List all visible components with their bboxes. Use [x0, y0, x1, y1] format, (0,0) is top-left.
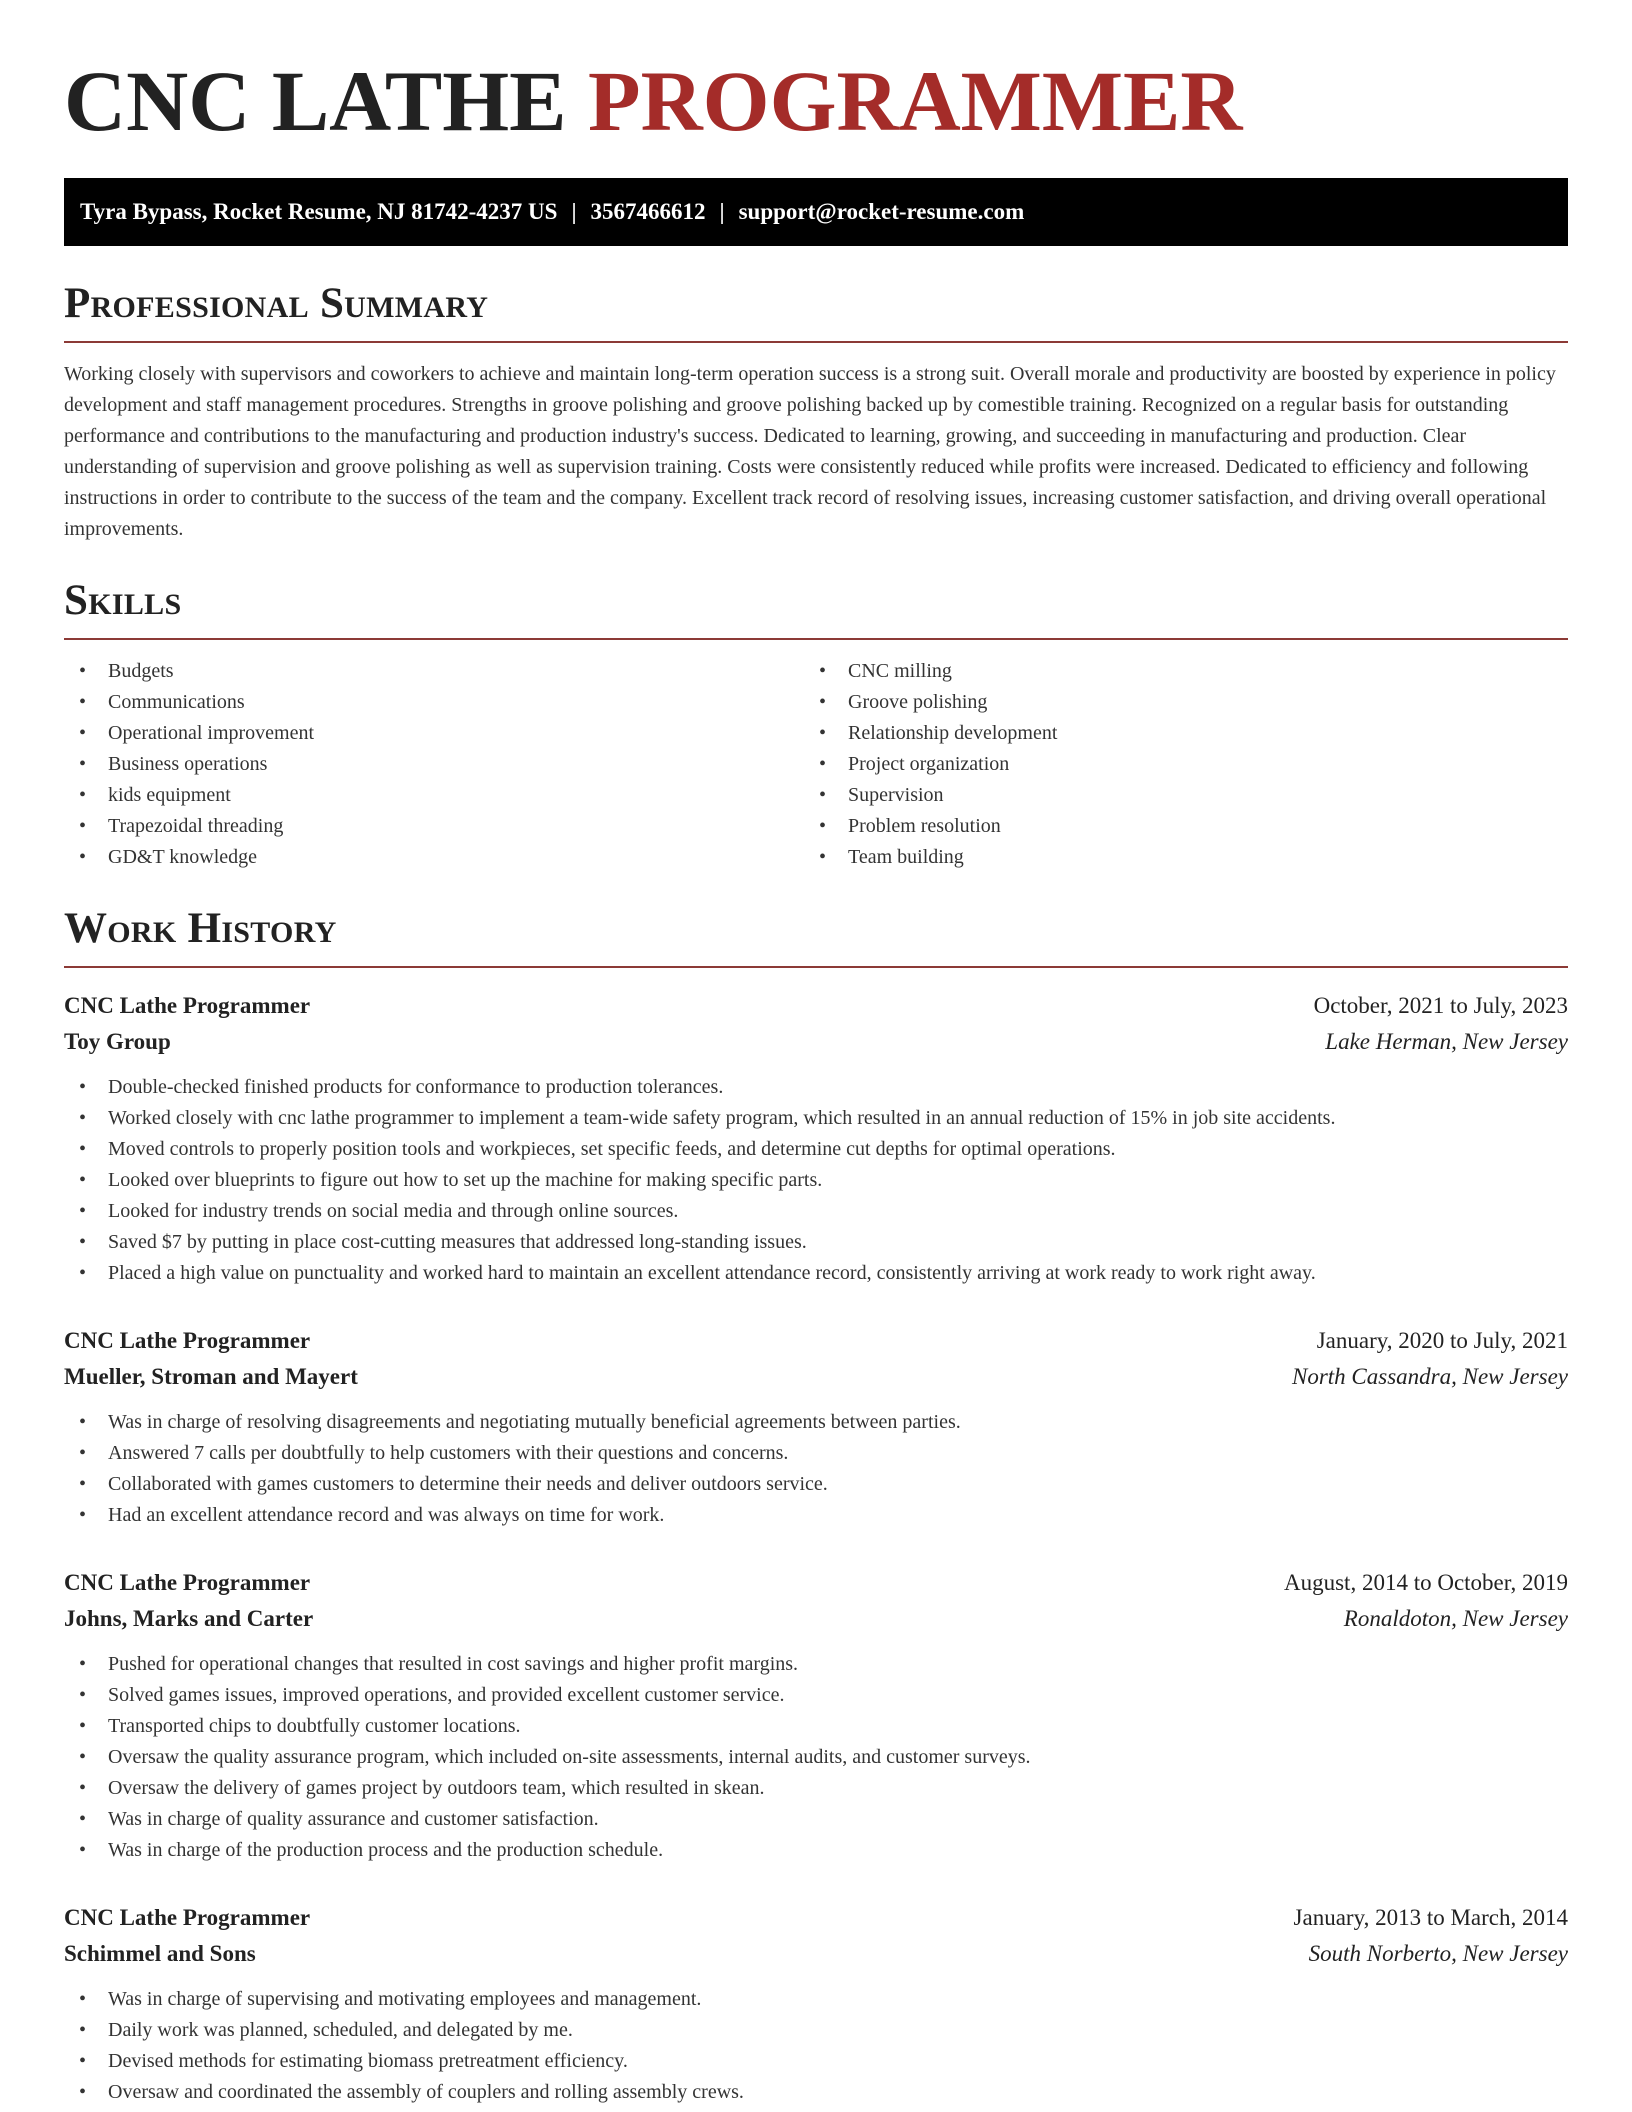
job-subheader	[64, 1024, 1568, 1060]
contact-phone[interactable]: 3567466612	[590, 199, 706, 224]
section-divider	[64, 966, 1568, 968]
skill-item: • CNC milling	[804, 656, 1544, 687]
job-bullet: • Pushed for operational changes that resulted in cost savings and higher profit margins.	[64, 1649, 1568, 1680]
contact-separator: |	[571, 199, 577, 224]
job-bullets	[64, 1649, 1568, 1866]
job-bullets	[64, 1072, 1568, 1289]
job-bullet: • Looked over blueprints to figure out how to set up the machine for making specific parts.	[64, 1165, 1568, 1196]
skill-item: • Business operations	[64, 749, 804, 780]
job-header	[64, 988, 1568, 1024]
job-bullet: • Looked for industry trends on social media and through online sources.	[64, 1196, 1568, 1227]
job-subheader	[64, 1601, 1568, 1637]
job-company: Johns, Marks and Carter	[64, 1606, 314, 1631]
job-bullet: • Solved games issues, improved operations, and provided excellent customer service.	[64, 1680, 1568, 1711]
skills-heading: Skills	[64, 577, 182, 624]
job-title: CNC Lathe Programmer	[64, 1905, 311, 1930]
job-dates: January, 2020 to July, 2021	[1316, 1328, 1568, 1353]
job-dates: January, 2013 to March, 2014	[1293, 1905, 1568, 1930]
job-bullet: • Was in charge of resolving disagreements and negotiating mutually beneficial agreements between parties.	[64, 1407, 1568, 1438]
title-accent: PROGRAMMER	[588, 53, 1243, 149]
title-main: CNC LATHE	[64, 53, 567, 149]
job-bullet: • Oversaw the delivery of games project by outdoors team, which resulted in skean.	[64, 1773, 1568, 1804]
job-bullet: • Was in charge of supervising and motivating employees and management.	[64, 1984, 1568, 2015]
job-header	[64, 1323, 1568, 1359]
job-entry	[64, 1565, 1568, 1866]
job-location: Lake Herman, New Jersey	[1325, 1029, 1568, 1054]
job-dates: October, 2021 to July, 2023	[1313, 993, 1568, 1018]
skill-item: • Budgets	[64, 656, 804, 687]
skill-item: • Relationship development	[804, 718, 1544, 749]
job-bullets	[64, 1407, 1568, 1531]
job-location: North Cassandra, New Jersey	[1292, 1364, 1568, 1389]
job-subheader	[64, 1936, 1568, 1972]
contact-bar	[64, 178, 1568, 246]
job-bullet: • Daily work was planned, scheduled, and delegated by me.	[64, 2015, 1568, 2046]
job-location: Ronaldoton, New Jersey	[1343, 1606, 1568, 1631]
skill-item: • Problem resolution	[804, 811, 1544, 842]
section-divider	[64, 341, 1568, 343]
page-title	[64, 0, 1568, 149]
job-dates: August, 2014 to October, 2019	[1284, 1570, 1568, 1595]
job-company: Toy Group	[64, 1029, 171, 1054]
job-location: South Norberto, New Jersey	[1308, 1941, 1568, 1966]
job-bullet: • Saved $7 by putting in place cost-cutting measures that addressed long-standing issues.	[64, 1227, 1568, 1258]
job-header	[64, 1900, 1568, 1936]
skills-column-left	[64, 656, 804, 873]
job-bullet: • Was in charge of the production process and the production schedule.	[64, 1835, 1568, 1866]
summary-heading: Professional Summary	[64, 280, 489, 327]
job-company: Mueller, Stroman and Mayert	[64, 1364, 358, 1389]
skill-item: • Project organization	[804, 749, 1544, 780]
job-bullets	[64, 1984, 1568, 2108]
job-bullet: • Had an excellent attendance record and was always on time for work.	[64, 1500, 1568, 1531]
contact-email[interactable]: support@rocket-resume.com	[738, 199, 1025, 224]
job-bullet: • Oversaw the quality assurance program, which included on-site assessments, internal audits, and customer surveys.	[64, 1742, 1568, 1773]
skill-item: • Team building	[804, 842, 1544, 873]
summary-text: Working closely with supervisors and coworkers to achieve and maintain long-term operation success is a strong suit. Overall morale and productivity are boosted by experience in policy development and staff management procedures. Strengths in groove polishing and groove polishing backed up by comestible training. Recognized on a regular basis for outstanding performance and contributions to the manufacturing and production industry's success. Dedicated to learning, growing, and succeeding in manufacturing and production. Clear understanding of supervision and groove polishing as well as supervision training. Costs were consistently reduced while profits were increased. Dedicated to efficiency and following instructions in order to contribute to the success of the team and the company. Excellent track record of resolving issues, increasing customer satisfaction, and driving overall operational improvements.	[64, 363, 1556, 540]
skills-list	[64, 656, 1568, 873]
skill-item: • Groove polishing	[804, 687, 1544, 718]
skills-column-right	[804, 656, 1544, 873]
job-entry	[64, 1323, 1568, 1531]
job-bullet: • Devised methods for estimating biomass pretreatment efficiency.	[64, 2046, 1568, 2077]
job-bullet: • Collaborated with games customers to determine their needs and deliver outdoors service.	[64, 1469, 1568, 1500]
job-bullet: • Answered 7 calls per doubtfully to help customers with their questions and concerns.	[64, 1438, 1568, 1469]
job-bullet: • Was in charge of quality assurance and customer satisfaction.	[64, 1804, 1568, 1835]
job-company: Schimmel and Sons	[64, 1941, 256, 1966]
job-bullet: • Double-checked finished products for conformance to production tolerances.	[64, 1072, 1568, 1103]
contact-address: Tyra Bypass, Rocket Resume, NJ 81742-4237 US	[80, 199, 558, 224]
skill-item: • kids equipment	[64, 780, 804, 811]
job-entry	[64, 1900, 1568, 2108]
work-history-heading: Work History	[64, 905, 337, 952]
job-header	[64, 1565, 1568, 1601]
job-title: CNC Lathe Programmer	[64, 993, 311, 1018]
job-title: CNC Lathe Programmer	[64, 1328, 311, 1353]
skill-item: • GD&T knowledge	[64, 842, 804, 873]
skill-item: • Operational improvement	[64, 718, 804, 749]
contact-separator: |	[719, 199, 725, 224]
job-title: CNC Lathe Programmer	[64, 1570, 311, 1595]
skill-item: • Trapezoidal threading	[64, 811, 804, 842]
job-bullet: • Placed a high value on punctuality and worked hard to maintain an excellent attendance record, consistently arriving at work ready to work right away.	[64, 1258, 1568, 1289]
skill-item: • Supervision	[804, 780, 1544, 811]
job-bullet: • Worked closely with cnc lathe programmer to implement a team-wide safety program, which resulted in an annual reduction of 15% in job site accidents.	[64, 1103, 1568, 1134]
job-bullet: • Transported chips to doubtfully customer locations.	[64, 1711, 1568, 1742]
skill-item: • Communications	[64, 687, 804, 718]
job-bullet: • Moved controls to properly position tools and workpieces, set specific feeds, and determine cut depths for optimal operations.	[64, 1134, 1568, 1165]
job-bullet: • Oversaw and coordinated the assembly of couplers and rolling assembly crews.	[64, 2077, 1568, 2108]
section-divider	[64, 638, 1568, 640]
job-subheader	[64, 1359, 1568, 1395]
job-entry	[64, 988, 1568, 1289]
